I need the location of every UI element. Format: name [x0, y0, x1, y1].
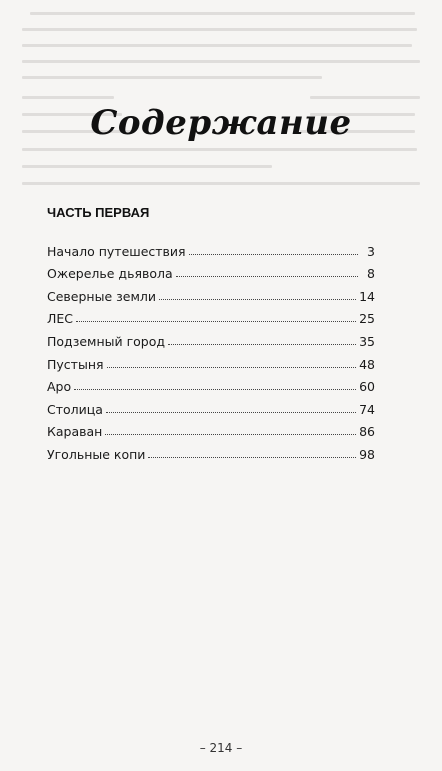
toc-entry-title: Угольные копи — [47, 446, 146, 462]
toc-entry-title: Подземный город — [47, 333, 166, 349]
toc-entry — [47, 281, 375, 304]
toc-entry — [47, 439, 375, 462]
toc-entry-title: Ожерелье дьявола — [47, 266, 173, 282]
page-number: – 214 – — [199, 741, 243, 755]
toc-entry — [47, 326, 375, 349]
toc-entry-page: 60 — [359, 379, 375, 395]
dot-leader — [159, 299, 356, 300]
toc-entry-title: Начало путешествия — [47, 243, 186, 259]
dot-leader — [74, 389, 356, 390]
toc-entry-title: Караван — [47, 424, 103, 440]
toc-entry — [47, 394, 375, 417]
dot-leader — [189, 254, 358, 255]
toc-entry-title: Северные земли — [47, 288, 156, 304]
dot-leader — [107, 367, 357, 368]
dot-leader — [168, 344, 356, 345]
toc-entry-page: 74 — [359, 401, 375, 417]
toc-entry — [47, 349, 375, 372]
toc-entry-page: 8 — [367, 266, 375, 282]
toc-entry-page: 98 — [359, 446, 375, 462]
toc-entry-page: 35 — [359, 333, 375, 349]
toc-entry-title: Столица — [47, 401, 103, 417]
dot-leader — [148, 457, 356, 458]
toc-entry — [47, 372, 375, 395]
toc-entry-page: 14 — [359, 288, 375, 304]
bleed-through-text — [0, 0, 442, 190]
page-heading: Содержание — [90, 103, 352, 143]
toc-entry — [47, 259, 375, 282]
part-title: ЧАСТЬ ПЕРВАЯ — [47, 205, 150, 220]
dot-leader — [76, 321, 356, 322]
toc-entry-page: 25 — [359, 311, 375, 327]
toc-entry — [47, 417, 375, 440]
dot-leader — [105, 434, 356, 435]
toc-entry-page: 48 — [359, 356, 375, 372]
toc-entry-title: ЛЕС — [47, 311, 74, 327]
toc-entry-page: 86 — [359, 424, 375, 440]
toc-entry-title: Пустыня — [47, 356, 104, 372]
toc-entry — [47, 236, 375, 259]
table-of-contents — [47, 236, 375, 462]
dot-leader — [176, 276, 358, 277]
dot-leader — [106, 412, 356, 413]
toc-entry-title: Аро — [47, 379, 72, 395]
toc-entry — [47, 304, 375, 327]
toc-entry-page: 3 — [367, 243, 375, 259]
